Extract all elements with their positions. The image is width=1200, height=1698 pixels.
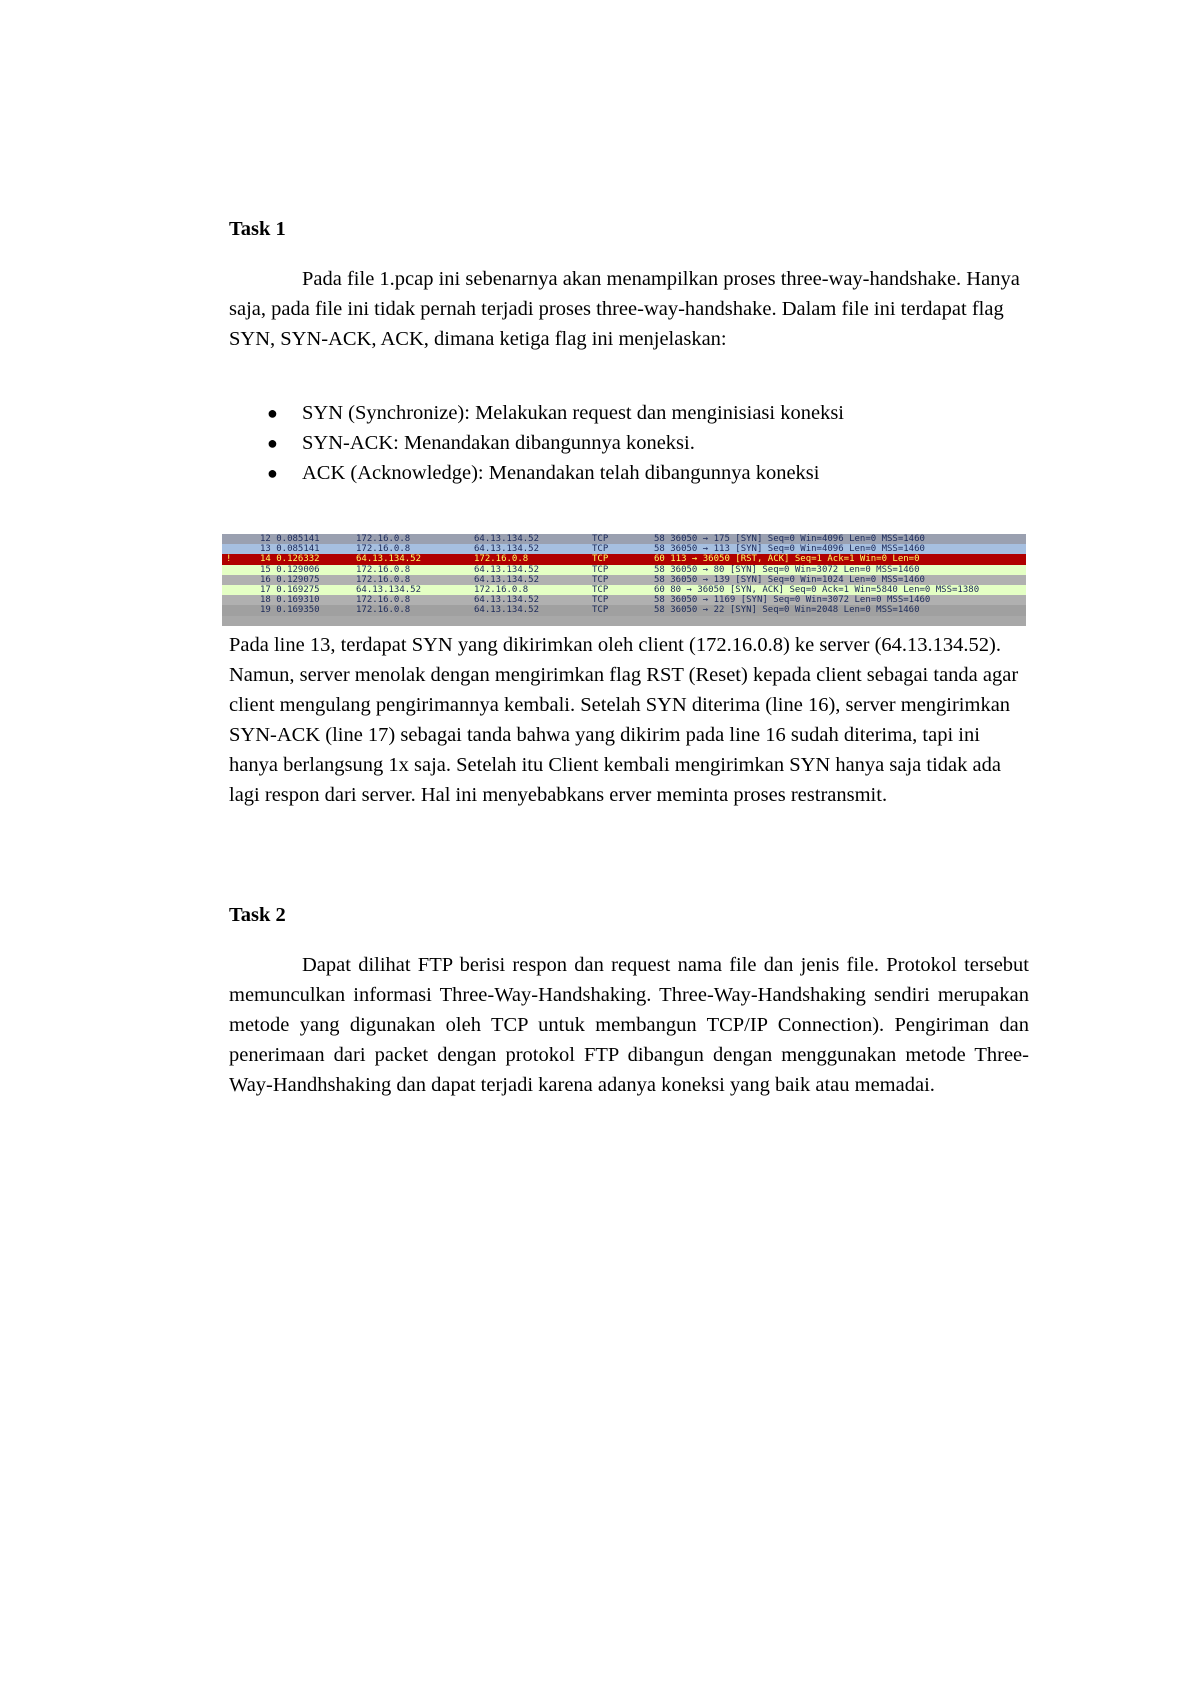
bullet-icon: ● bbox=[267, 463, 278, 483]
packet-number-time: 13 0.085141 bbox=[260, 544, 320, 555]
packet-destination: 64.13.134.52 bbox=[474, 574, 540, 585]
packet-source: 172.16.0.8 bbox=[356, 595, 411, 606]
flag-list bbox=[229, 398, 1029, 488]
packet-number-time: 15 0.129006 bbox=[260, 564, 320, 575]
packet-protocol: TCP bbox=[592, 564, 609, 575]
packet-destination: 64.13.134.52 bbox=[474, 595, 540, 606]
packet-row bbox=[222, 534, 1026, 544]
packet-source: 64.13.134.52 bbox=[356, 554, 422, 565]
packet-destination: 64.13.134.52 bbox=[474, 544, 540, 555]
packet-row bbox=[222, 544, 1026, 554]
packet-destination: 64.13.134.52 bbox=[474, 605, 540, 616]
task1-intro-paragraph: Pada file 1.pcap ini sebenarnya akan menampilkan proses three-way-handshake. Hanya saja, pada file ini tidak pernah terjadi proses three-way-handshake. Dalam file ini terdapat flag SYN, SYN-ACK, ACK, dimana ketiga flag ini menjelaskan: bbox=[229, 268, 1020, 350]
packet-number-time: 14 0.126332 bbox=[260, 554, 320, 565]
packet-info: 58 36050 → 80 [SYN] Seq=0 Win=3072 Len=0 MSS=1460 bbox=[654, 564, 920, 575]
flag-list-item bbox=[229, 398, 1029, 428]
packet-source: 172.16.0.8 bbox=[356, 534, 411, 544]
packet-number-time: 18 0.169310 bbox=[260, 595, 320, 606]
packet-protocol: TCP bbox=[592, 605, 609, 616]
packet-number-time: 19 0.169350 bbox=[260, 605, 320, 616]
packet-destination: 172.16.0.8 bbox=[474, 584, 529, 595]
packet-number-time: 17 0.169275 bbox=[260, 584, 320, 595]
packet-protocol: TCP bbox=[592, 595, 609, 606]
packet-protocol: TCP bbox=[592, 534, 609, 544]
flag-list-item-text: SYN-ACK: Menandakan dibangunnya koneksi. bbox=[302, 432, 695, 454]
packet-source: 64.13.134.52 bbox=[356, 584, 422, 595]
packet-row bbox=[222, 585, 1026, 595]
task2-body-paragraph: Dapat dilihat FTP berisi respon dan request nama file dan jenis file. Protokol tersebut memunculkan informasi Three-Way-Handshaking. Three-Way-Handshaking sendiri merupakan metode yang digunakan oleh TCP untuk membangun TCP/IP Connection). Pengiriman dan penerimaan dari packet dengan protokol FTP dibangun dengan menggunakan metode Three-Way-Handhshaking dan dapat terjadi karena adanya koneksi yang baik atau memadai. bbox=[229, 954, 1029, 1096]
packet-number-time: 16 0.129075 bbox=[260, 574, 320, 585]
flag-list-item bbox=[229, 458, 1029, 488]
packet-protocol: TCP bbox=[592, 574, 609, 585]
packet-info: 60 80 → 36050 [SYN, ACK] Seq=0 Ack=1 Win=5840 Len=0 MSS=1380 bbox=[654, 584, 980, 595]
flag-list-item-text: ACK (Acknowledge): Menandakan telah dibangunnya koneksi bbox=[302, 462, 820, 484]
task2-heading: Task 2 bbox=[229, 904, 286, 926]
packet-info: 58 36050 → 175 [SYN] Seq=0 Win=4096 Len=0 MSS=1460 bbox=[654, 534, 925, 544]
flag-list-item-text: SYN (Synchronize): Melakukan request dan menginisiasi koneksi bbox=[302, 402, 844, 424]
packet-row bbox=[222, 575, 1026, 585]
packet-marker: ! bbox=[226, 554, 232, 565]
packet-info: 58 36050 → 1169 [SYN] Seq=0 Win=3072 Len=0 MSS=1460 bbox=[654, 595, 931, 606]
packet-source: 172.16.0.8 bbox=[356, 574, 411, 585]
task1-heading: Task 1 bbox=[229, 218, 286, 240]
packet-destination: 64.13.134.52 bbox=[474, 564, 540, 575]
packet-info: 58 36050 → 113 [SYN] Seq=0 Win=4096 Len=0 MSS=1460 bbox=[654, 544, 925, 555]
packet-number-time: 12 0.085141 bbox=[260, 534, 320, 544]
bullet-icon: ● bbox=[267, 403, 278, 423]
packet-destination: 64.13.134.52 bbox=[474, 534, 540, 544]
packet-protocol: TCP bbox=[592, 584, 609, 595]
packet-capture-screenshot bbox=[222, 534, 1026, 626]
packet-protocol: TCP bbox=[592, 544, 609, 555]
packet-row bbox=[222, 595, 1026, 605]
packet-info: 58 36050 → 22 [SYN] Seq=0 Win=2048 Len=0 MSS=1460 bbox=[654, 605, 920, 616]
packet-info: 58 36050 → 139 [SYN] Seq=0 Win=1024 Len=0 MSS=1460 bbox=[654, 574, 925, 585]
packet-row bbox=[222, 565, 1026, 575]
packet-protocol: TCP bbox=[592, 554, 609, 565]
packet-destination: 172.16.0.8 bbox=[474, 554, 529, 565]
task1-explanation-paragraph: Pada line 13, terdapat SYN yang dikirimkan oleh client (172.16.0.8) ke server (64.13.134.52). Namun, server menolak dengan mengirimkan flag RST (Reset) kepada client sebagai tanda agar client mengulang pengirimannya kembali. Setelah SYN diterima (line 16), server mengirimkan SYN-ACK (line 17) sebagai tanda bahwa yang dikirim pada line 16 sudah diterima, tapi ini hanya berlangsung 1x saja. Setelah itu Client kembali mengirimkan SYN hanya saja tidak ada lagi respon dari server. Hal ini menyebabkans erver meminta proses restransmit. bbox=[229, 634, 1019, 806]
packet-row bbox=[222, 605, 1026, 615]
packet-source: 172.16.0.8 bbox=[356, 564, 411, 575]
packet-info: 60 113 → 36050 [RST, ACK] Seq=1 Ack=1 Win=0 Len=0 bbox=[654, 554, 920, 565]
bullet-icon: ● bbox=[267, 433, 278, 453]
packet-row bbox=[222, 554, 1026, 564]
packet-source: 172.16.0.8 bbox=[356, 605, 411, 616]
packet-source: 172.16.0.8 bbox=[356, 544, 411, 555]
flag-list-item bbox=[229, 428, 1029, 458]
